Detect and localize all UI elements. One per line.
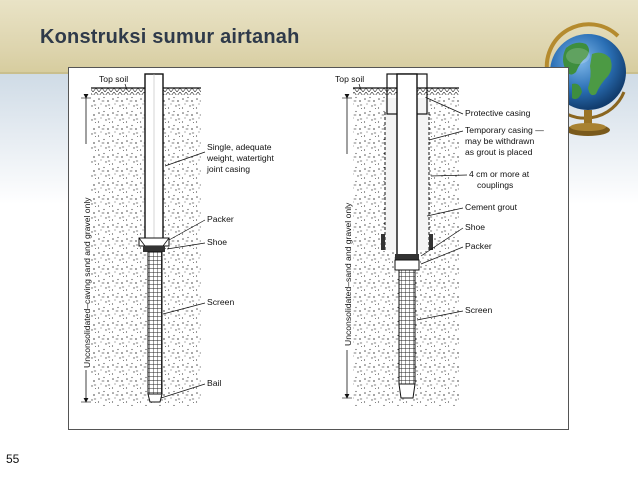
- right-callout-temporary-casing-2: may be withdrawn: [465, 136, 535, 146]
- left-screen: [148, 252, 162, 394]
- right-callout-temporary-casing-3: as grout is placed: [465, 147, 533, 157]
- right-top-soil-label: Top soil: [335, 74, 365, 84]
- left-callout-casing-1: Single, adequate: [207, 142, 272, 152]
- right-callout-screen: Screen: [465, 305, 493, 315]
- left-top-soil-label: Top soil: [99, 74, 129, 84]
- right-callout-packer: Packer: [465, 241, 492, 251]
- right-well: [335, 74, 544, 406]
- right-packer: [395, 260, 419, 270]
- left-callout-screen: Screen: [207, 297, 235, 307]
- slide-title: Konstruksi sumur airtanah: [40, 26, 300, 48]
- left-callout-packer: Packer: [207, 214, 234, 224]
- right-casing: [397, 74, 417, 264]
- page-number: 55: [6, 452, 20, 466]
- right-shoe: [395, 254, 419, 260]
- left-bail: [148, 394, 162, 402]
- left-shoe: [143, 246, 165, 252]
- left-callout-bail: Bail: [207, 378, 222, 388]
- left-well: [81, 74, 274, 406]
- left-gradient: [0, 74, 70, 204]
- left-callout-casing-2: weight, watertight: [207, 153, 274, 163]
- right-callout-shoe: Shoe: [465, 222, 486, 232]
- right-screen: [399, 270, 415, 384]
- right-callout-temporary-casing-1: Temporary casing —: [465, 125, 544, 135]
- left-packer: [139, 238, 169, 246]
- left-vertical-label: Unconsolidated–caving sand and gravel only: [82, 197, 92, 368]
- right-callout-protective-casing: Protective casing: [465, 108, 531, 118]
- left-callout-shoe: Shoe: [207, 237, 228, 247]
- left-callout-casing-3: joint casing: [207, 164, 250, 174]
- right-vertical-label: Unconsolidated–sand and gravel only: [343, 202, 353, 346]
- right-callout-cement-grout: Cement grout: [465, 202, 518, 212]
- right-callout-spacing-1: 4 cm or more at: [469, 169, 530, 179]
- right-callout-spacing-2: couplings: [477, 180, 514, 190]
- well-construction-figure: [68, 67, 569, 430]
